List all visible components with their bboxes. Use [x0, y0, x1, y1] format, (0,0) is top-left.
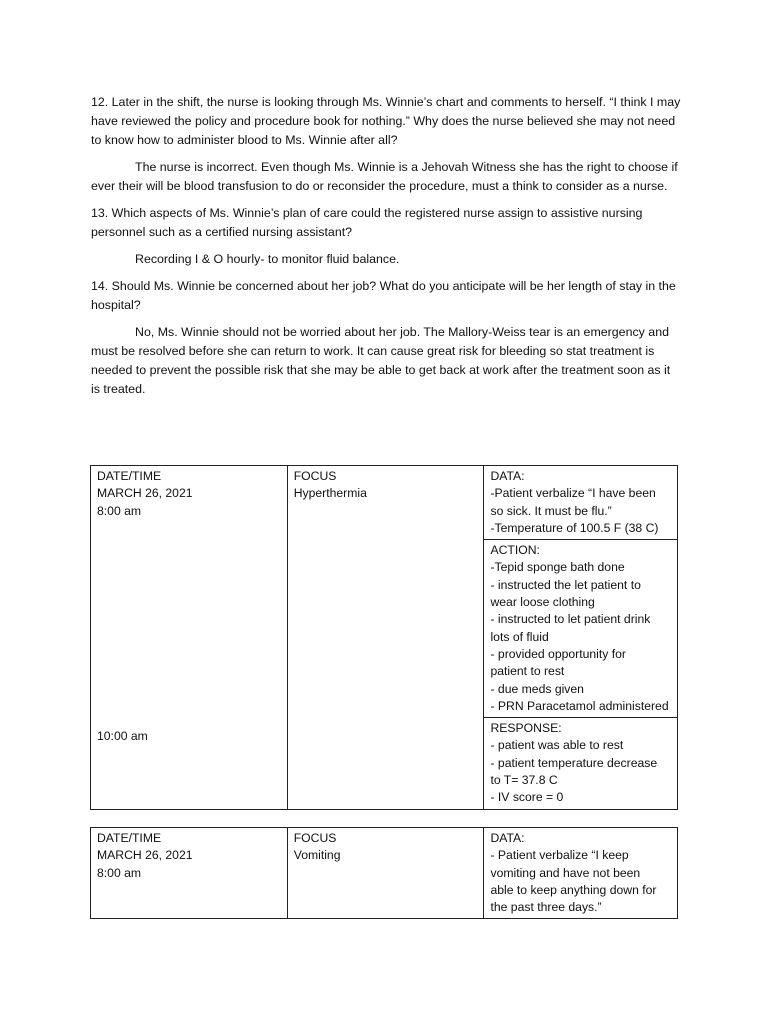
data-header: DATA: [490, 469, 525, 483]
action-line: - PRN Paracetamol administered [490, 698, 669, 713]
action-line: - due meds given [490, 681, 584, 696]
date-value: MARCH 26, 2021 [97, 486, 193, 501]
data-line: so sick. It must be flu.” [490, 503, 612, 518]
question-14: 14. Should Ms. Winnie be concerned about her job? What do you anticipate will be her length of stay in the hospital? [91, 279, 676, 312]
response-line: - patient was able to rest [490, 738, 624, 753]
datetime-header: DATE/TIME [97, 831, 162, 845]
data-line: vomiting and have not been [490, 865, 641, 880]
data-line: - Patient verbalize “I keep [490, 848, 629, 863]
focus-header: FOCUS [293, 469, 337, 483]
focus-chart-vomiting [90, 827, 678, 919]
action-cell [484, 540, 678, 718]
datetime-cell [91, 828, 288, 919]
data-line: -Temperature of 100.5 F (38 C) [490, 520, 659, 535]
time-value-2: 10:00 am [97, 729, 148, 743]
action-line: - provided opportunity for [490, 646, 626, 661]
data-line: the past three days.” [490, 900, 602, 915]
focus-header: FOCUS [293, 831, 337, 845]
response-line: - patient temperature decrease [490, 755, 658, 770]
qa-section [91, 93, 681, 407]
data-line: -Patient verbalize “I have been [490, 486, 656, 501]
action-line: - instructed the let patient to [490, 577, 641, 592]
data-cell [484, 828, 678, 919]
time-value: 8:00 am [97, 503, 142, 518]
action-header: ACTION: [490, 543, 540, 558]
time-value: 8:00 am [97, 865, 142, 880]
question-13: 13. Which aspects of Ms. Winnie’s plan of care could the registered nurse assign to assistive nursing personnel such as a certified nursing assistant? [91, 206, 643, 239]
datetime-header: DATE/TIME [97, 469, 162, 483]
answer-13: Recording I & O hourly- to monitor fluid balance. [135, 252, 400, 266]
response-header: RESPONSE: [490, 721, 562, 736]
response-line: - IV score = 0 [490, 790, 564, 805]
data-cell [484, 466, 678, 540]
action-line: -Tepid sponge bath done [490, 560, 625, 575]
response-line: to T= 37.8 C [490, 773, 558, 788]
focus-cell [287, 466, 484, 810]
focus-value: Hyperthermia [293, 486, 367, 501]
data-line: able to keep anything down for [490, 882, 657, 897]
datetime-cell [91, 466, 288, 810]
answer-12: The nurse is incorrect. Even though Ms. Winnie is a Jehovah Witness she has the right to choose if ever their will be blood transfusion to do or reconsider the procedure, must a think to consider as a nurse. [91, 160, 678, 193]
focus-chart-hyperthermia [90, 465, 678, 810]
action-line: patient to rest [490, 664, 565, 679]
focus-cell [287, 828, 484, 919]
focus-value: Vomiting [293, 848, 341, 863]
question-12: 12. Later in the shift, the nurse is looking through Ms. Winnie’s chart and comments to herself. “I think I may have reviewed the policy and procedure book for nothing.” Why does the nurse believed she may not need to know how to administer blood to Ms. Winnie after all? [91, 95, 681, 147]
data-header: DATA: [490, 831, 525, 845]
response-cell [484, 718, 678, 809]
action-line: lots of fluid [490, 629, 549, 644]
date-value: MARCH 26, 2021 [97, 848, 193, 863]
action-line: - instructed to let patient drink [490, 612, 651, 627]
action-line: wear loose clothing [490, 595, 595, 610]
answer-14: No, Ms. Winnie should not be worried about her job. The Mallory-Weiss tear is an emergency and must be resolved before she can return to work. It can cause great risk for bleeding so stat treatment is needed to prevent the possible risk that she may be able to get back at work after the treatment soon as it is treated. [91, 325, 671, 396]
